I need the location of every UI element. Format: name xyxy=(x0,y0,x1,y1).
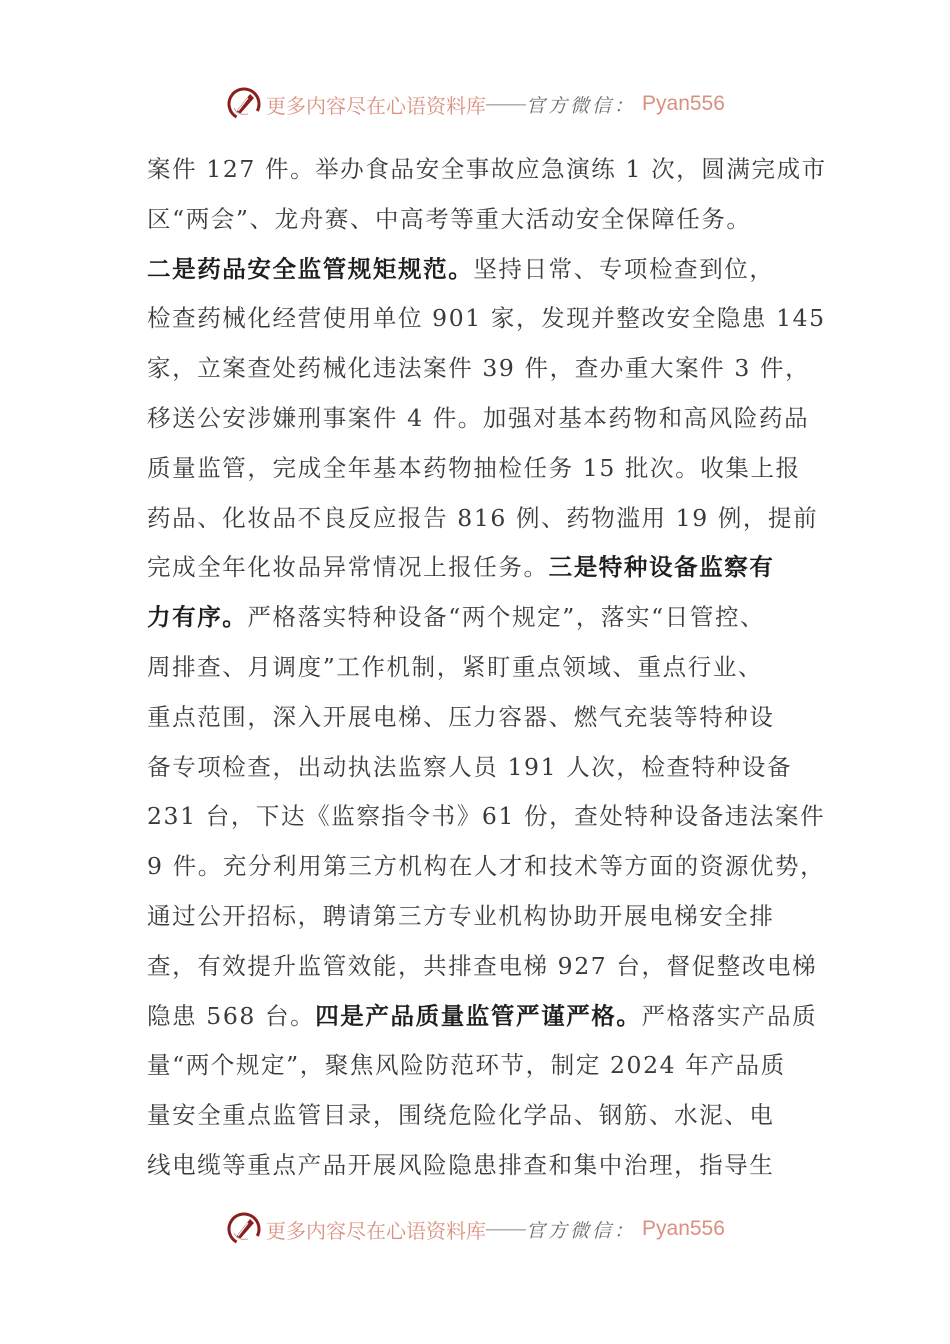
text-line: 案件 127 件。举办食品安全事故应急演练 1 次，圆满完成市 xyxy=(147,155,827,183)
watermark-wechat-id: Pyan556 xyxy=(642,92,725,115)
text-line: 质量监管，完成全年基本药物抽检任务 15 批次。收集上报 xyxy=(147,453,801,482)
watermark-dash: —— xyxy=(486,1217,526,1240)
text-line: 查，有效提升监管效能，共排查电梯 927 台，督促整改电梯 xyxy=(147,951,818,980)
watermark-site-text: 更多内容尽在心语资料库 xyxy=(266,93,486,118)
text-line: 隐患 568 台。四是产品质量监管严谨严格。严格落实产品质 xyxy=(147,1001,818,1030)
section-heading: 二是药品安全监管规矩规范。 xyxy=(147,254,474,283)
text-line: 9 件。充分利用第三方机构在人才和技术等方面的资源优势， xyxy=(147,852,826,881)
watermark-wechat-label: 官方微信： xyxy=(526,94,637,117)
text-line: 周排查、月调度”工作机制，紧盯重点领域、重点行业、 xyxy=(147,652,764,681)
text-line: 线电缆等重点产品开展风险隐患排查和集中治理，指导生 xyxy=(147,1150,775,1179)
quill-pen-logo-icon xyxy=(226,1211,262,1247)
text-line: 备专项检查，出动执法监察人员 191 人次，检查特种设备 xyxy=(147,752,793,781)
watermark-dash: —— xyxy=(486,92,526,115)
text-line: 完成全年化妆品异常情况上报任务。三是特种设备监察有 xyxy=(147,553,775,582)
watermark-wechat-id: Pyan556 xyxy=(642,1217,725,1240)
text-line: 区“两会”、龙舟赛、中高考等重大活动安全保障任务。 xyxy=(147,204,752,233)
header-watermark xyxy=(226,84,725,124)
section-heading: 力有序。 xyxy=(147,603,248,632)
section-heading: 四是产品质量监管严谨严格。 xyxy=(315,1001,642,1030)
text-line: 量“两个规定”，聚焦风险防范环节，制定 2024 年产品质 xyxy=(147,1051,786,1080)
text-line: 量安全重点监管目录，围绕危险化学品、钢筋、水泥、电 xyxy=(147,1101,775,1130)
text-line: 二是药品安全监管规矩规范。坚持日常、专项检查到位， xyxy=(147,254,775,283)
section-heading: 三是特种设备监察有 xyxy=(548,553,775,582)
text-line: 家，立案查处药械化违法案件 39 件，查办重大案件 3 件， xyxy=(147,354,811,383)
text-line: 通过公开招标，聘请第三方专业机构协助开展电梯安全排 xyxy=(147,901,775,930)
watermark-site-text: 更多内容尽在心语资料库 xyxy=(266,1218,486,1243)
watermark-wechat-label: 官方微信： xyxy=(526,1219,637,1242)
text-line: 移送公安涉嫌刑事案件 4 件。加强对基本药物和高风险药品 xyxy=(147,403,810,432)
document-body xyxy=(147,145,827,1191)
text-line: 药品、化妆品不良反应报告 816 例、药物滥用 19 例，提前 xyxy=(147,503,819,532)
text-line: 检查药械化经营使用单位 901 家，发现并整改安全隐患 145 xyxy=(147,304,826,333)
text-line: 重点范围，深入开展电梯、压力容器、燃气充装等特种设 xyxy=(147,702,775,731)
text-line: 力有序。严格落实特种设备“两个规定”，落实“日管控、 xyxy=(147,603,766,632)
footer-watermark xyxy=(226,1209,725,1249)
quill-pen-logo-icon xyxy=(226,86,262,122)
text-line: 231 台，下达《监察指令书》61 份，查处特种设备违法案件 xyxy=(147,802,826,831)
